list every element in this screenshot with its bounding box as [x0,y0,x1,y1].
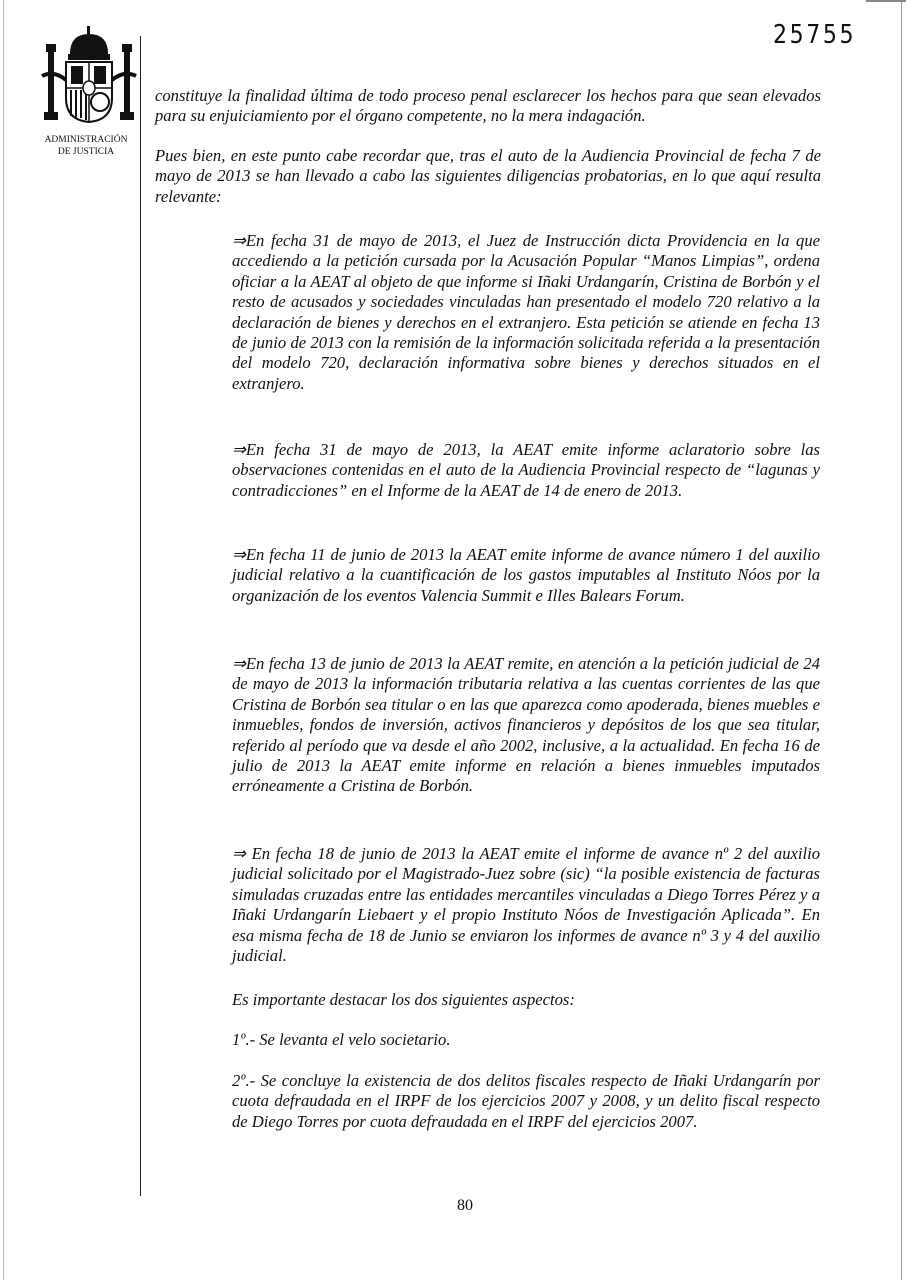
list-item: ⇒En fecha 11 de junio de 2013 la AEAT emite informe de avance número 1 del auxilio judicial relativo a la cuantificación de los gastos imputables al Instituto Nóos por la organización de los eventos Valencia Summit e Illes Balears Forum. [232,545,820,605]
list-item: ⇒En fecha 13 de junio de 2013 la AEAT remite, en atención a la petición judicial de 24 de mayo de 2013 la información tributaria relativa a las cuentas corrientes de las que Cristina de Borbón sea titular o en las que aparezca como apoderada, bienes muebles e inmuebles, fondos de inversión, activos financieros y depósitos de los que sea titular, referido al período que va desde el año 2002, inclusive, a la actualidad. En fecha 16 de julio de 2013 la AEAT emite informe en relación a bienes inmuebles imputados erróneamente a Cristina de Borbón. [232,654,820,796]
list-item: ⇒En fecha 31 de mayo de 2013, la AEAT emite informe aclaratorio sobre las observaciones contenidas en el auto de la Audiencia Provincial respecto de “lagunas y contradicciones” en el Informe de la AEAT de 14 de enero de 2013. [232,440,820,500]
document-number: 25755 [773,20,857,50]
aspect-2: 2º.- Se concluye la existencia de dos delitos fiscales respecto de Iñaki Urdangarín por cuota defraudada en el IRPF de los ejercicios 2007 y 2008, y un delito fiscal respecto de Diego Torres por cuota defraudada en el IRPF del ejercicios 2007. [232,1071,820,1131]
margin-rule [140,36,141,1196]
issuing-organization [30,134,142,158]
page-number: 80 [457,1197,473,1214]
aspect-1: 1º.- Se levanta el velo societario. [232,1030,451,1049]
org-line-2: DE JUSTICIA [57,147,115,157]
scan-edge-left [3,0,4,1280]
paragraph-context: Pues bien, en este punto cabe recordar que, tras el auto de la Audiencia Provincial de fecha 7 de mayo de 2013 se han llevado a cabo las siguientes diligencias probatorias, en lo que aquí resulta relevante: [155,146,821,206]
org-line-1: ADMINISTRACIÓN [44,135,128,145]
paragraph-aspects: Es importante destacar los dos siguientes aspectos: [232,990,575,1009]
coat-of-arms-logo [40,26,138,126]
scan-edge-right [901,0,902,1280]
paragraph-intro: constituye la finalidad última de todo proceso penal esclarecer los hechos para que sean elevados para su enjuiciamiento por el órgano competente, no la mera indagación. [155,86,821,126]
list-item: ⇒ En fecha 18 de junio de 2013 la AEAT emite el informe de avance nº 2 del auxilio judicial solicitado por el Magistrado-Juez sobre (sic) “la posible existencia de facturas simuladas cruzadas entre las entidades mercantiles vinculadas a Diego Torres Pérez y a Iñaki Urdangarín Liebaert y el propio Instituto Nóos de Investigación Aplicada”. En esa misma fecha de 18 de Junio se enviaron los informes de avance nº 3 y 4 del auxilio judicial. [232,844,820,966]
scan-edge-top [866,0,906,2]
list-item: ⇒En fecha 31 de mayo de 2013, el Juez de Instrucción dicta Providencia en la que accediendo a la petición cursada por la Acusación Popular “Manos Limpias”, ordena oficiar a la AEAT al objeto de que informe si Iñaki Urdangarín, Cristina de Borbón y el resto de acusados y sociedades vinculadas han presentado el modelo 720 relativo a la declaración de bienes y derechos en el extranjero. Esta petición se atiende en fecha 13 de junio de 2013 con la remisión de la información solicitada referida a la presentación del modelo 720, declaración informativa sobre bienes y derechos situados en el extranjero. [232,231,820,393]
